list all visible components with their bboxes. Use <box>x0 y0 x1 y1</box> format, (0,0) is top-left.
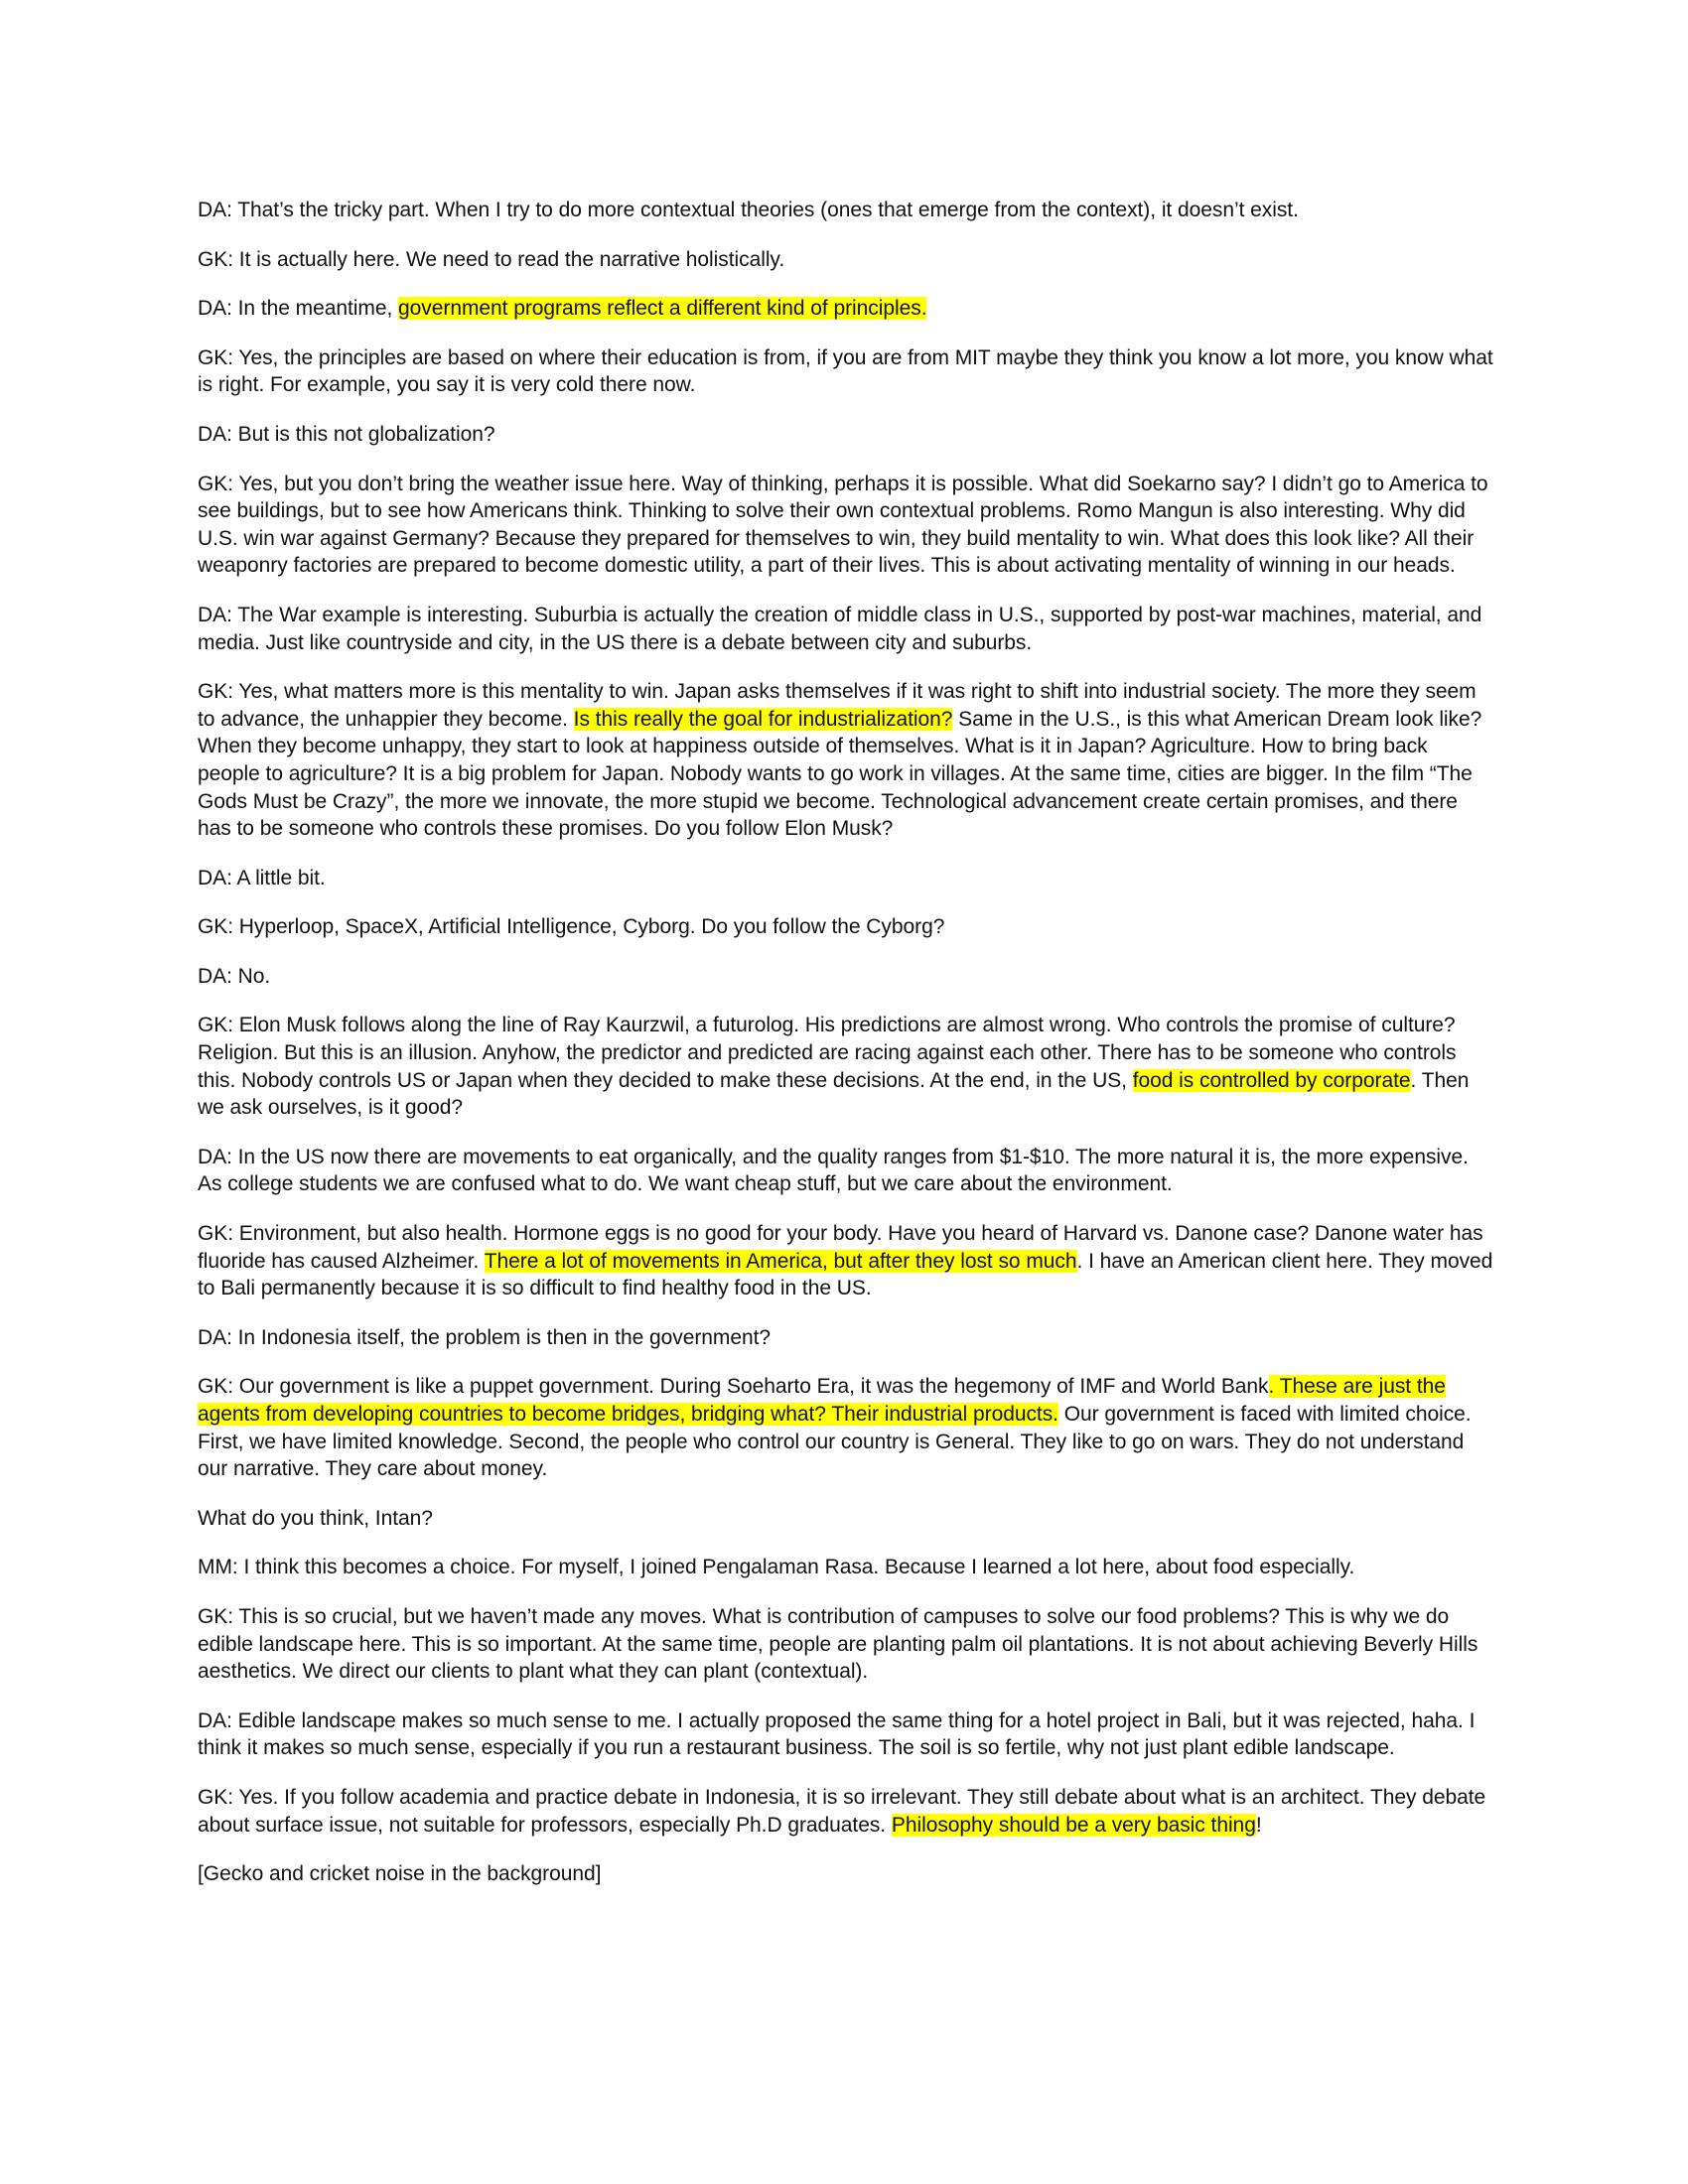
transcript-paragraph <box>198 344 1493 399</box>
paragraph-text: Our government is faced with limited choice. First, we have limited knowledge. Second, the people who control our country is General. They like to go on wars. They do not understand our narrative. They care about money. <box>198 1403 1472 1481</box>
transcript-paragraph <box>198 246 1493 274</box>
paragraph-text: [Gecko and cricket noise in the background] <box>198 1862 602 1886</box>
paragraph-text: DA: The War example is interesting. Suburbia is actually the creation of middle class in U.S., supported by post-war machines, material, and media. Just like countryside and city, in the US there is a debate between city and suburbs. <box>198 603 1482 654</box>
paragraph-text: DA: In Indonesia itself, the problem is then in the government? <box>198 1325 772 1349</box>
paragraph-text: DA: That’s the tricky part. When I try to do more contextual theories (ones that emerge from the context), it doesn’t exist. <box>198 199 1299 221</box>
transcript-paragraph <box>198 1220 1493 1302</box>
paragraph-text: DA: In the meantime, <box>198 297 399 321</box>
highlighted-text: Is this really the goal for industrialization? <box>573 707 953 731</box>
transcript-paragraph <box>198 295 1493 323</box>
paragraph-text: GK: This is so crucial, but we haven’t made any moves. What is contribution of campuses to solve our food problems? This is why we do edible landscape here. This is so important. At the same time, people are planting palm oil plantations. It is not about achieving Beverly Hills aesthetics. We direct our clients to plant what they can plant (contextual). <box>198 1604 1478 1684</box>
paragraph-text: DA: A little bit. <box>198 866 326 889</box>
paragraph-text: DA: But is this not globalization? <box>198 422 495 446</box>
transcript-paragraph <box>198 1012 1493 1121</box>
paragraph-text: GK: Elon Musk follows along the line of Ray Kaurzwil, a futurolog. His predictions are almost wrong. Who controls the promise of culture? Religion. But this is an illusion. Anyhow, the predictor and predicted are racing against each other. There has to be someone who controls this. Nobody controls US or Japan when they decided to make these decisions. At the end, in the US, <box>198 1014 1457 1092</box>
transcript-paragraph <box>198 963 1493 991</box>
paragraph-text: Same in the U.S., is this what American Dream look like? When they become unhappy, they start to look at happiness outside of themselves. What is it in Japan? Agriculture. How to bring back people to agriculture? It is a big problem for Japan. Nobody wants to go work in villages. At the same time, cities are bigger. In the film “The Gods Must be Crazy”, the more we innovate, the more stupid we become. Technological advancement create certain promises, and there has to be someone who controls these promises. Do you follow Elon Musk? <box>198 707 1482 841</box>
transcript-paragraph <box>198 1707 1493 1762</box>
paragraph-text: GK: Yes, but you don’t bring the weather issue here. Way of thinking, perhaps it is possible. What did Soekarno say? I didn’t go to America to see buildings, but to see how Americans think. Thinking to solve their own contextual problems. Romo Mangun is also interesting. Why did U.S. win war against Germany? Because they prepared for themselves to win, they build mentality to win. What does this look like? All their weaponry factories are prepared to become domestic utility, a part of their lives. This is about activating mentality of winning in our heads. <box>198 472 1488 578</box>
paragraph-text: DA: In the US now there are movements to eat organically, and the quality ranges from $1-$10. The more natural it is, the more expensive. As college students we are confused what to do. We want cheap stuff, but we care about the environment. <box>198 1145 1469 1196</box>
transcript-paragraph <box>198 1144 1493 1198</box>
paragraph-text: GK: Yes. If you follow academia and practice debate in Indonesia, it is so irrelevant. They still debate about what is an architect. They debate about surface issue, not suitable for professors, especially Ph.D graduates. <box>198 1785 1486 1837</box>
highlighted-text: . These are just the agents from developing countries to become bridges, bridging what? Their industrial products. <box>198 1375 1446 1426</box>
transcript-paragraph <box>198 1505 1493 1533</box>
paragraph-text: . Then we ask ourselves, is it good? <box>198 1068 1470 1120</box>
paragraph-text: MM: I think this becomes a choice. For myself, I joined Pengalaman Rasa. Because I learned a lot here, about food especially. <box>198 1556 1355 1579</box>
transcript-paragraph <box>198 865 1493 892</box>
transcript-paragraph <box>198 1603 1493 1686</box>
paragraph-text: GK: Environment, but also health. Hormone eggs is no good for your body. Have you heard of Harvard vs. Danone case? Danone water has fluoride has caused Alzheimer. <box>198 1222 1483 1273</box>
transcript-paragraph <box>198 1860 1493 1888</box>
transcript-paragraph <box>198 913 1493 941</box>
transcript-paragraph <box>198 602 1493 656</box>
paragraph-text: . I have an American client here. They moved to Bali permanently because it is so difficult to find healthy food in the US. <box>198 1249 1493 1300</box>
transcript-paragraph <box>198 1324 1493 1352</box>
transcript-body <box>198 197 1493 1888</box>
transcript-paragraph <box>198 1554 1493 1581</box>
paragraph-text: GK: Our government is like a puppet government. During Soeharto Era, it was the hegemony of IMF and World Bank <box>198 1375 1269 1399</box>
transcript-paragraph <box>198 678 1493 843</box>
highlighted-text: food is controlled by corporate <box>1132 1068 1411 1092</box>
paragraph-text: GK: It is actually here. We need to read the narrative holistically. <box>198 247 785 271</box>
highlighted-text: government programs reflect a different kind of principles. <box>398 297 927 321</box>
highlighted-text: Philosophy should be a very basic thing <box>891 1813 1256 1837</box>
transcript-paragraph <box>198 1784 1493 1839</box>
paragraph-text: GK: Hyperloop, SpaceX, Artificial Intelligence, Cyborg. Do you follow the Cyborg? <box>198 915 945 939</box>
transcript-paragraph <box>198 197 1493 224</box>
paragraph-text: DA: Edible landscape makes so much sense to me. I actually proposed the same thing for a hotel project in Bali, but it was rejected, haha. I think it makes so much sense, especially if you run a restaurant business. The soil is so fertile, why not just plant edible landscape. <box>198 1708 1476 1760</box>
highlighted-text: There a lot of movements in America, but after they lost so much <box>484 1249 1077 1273</box>
paragraph-text: What do you think, Intan? <box>198 1506 433 1530</box>
transcript-paragraph <box>198 421 1493 449</box>
paragraph-text: GK: Yes, what matters more is this mentality to win. Japan asks themselves if it was right to shift into industrial society. The more they seem to advance, the unhappier they become. <box>198 680 1477 731</box>
paragraph-text: GK: Yes, the principles are based on where their education is from, if you are from MIT maybe they think you know a lot more, you know what is right. For example, you say it is very cold there now. <box>198 345 1493 397</box>
transcript-paragraph <box>198 1373 1493 1482</box>
paragraph-text: ! <box>1255 1813 1262 1837</box>
paragraph-text: DA: No. <box>198 964 271 988</box>
transcript-paragraph <box>198 471 1493 580</box>
